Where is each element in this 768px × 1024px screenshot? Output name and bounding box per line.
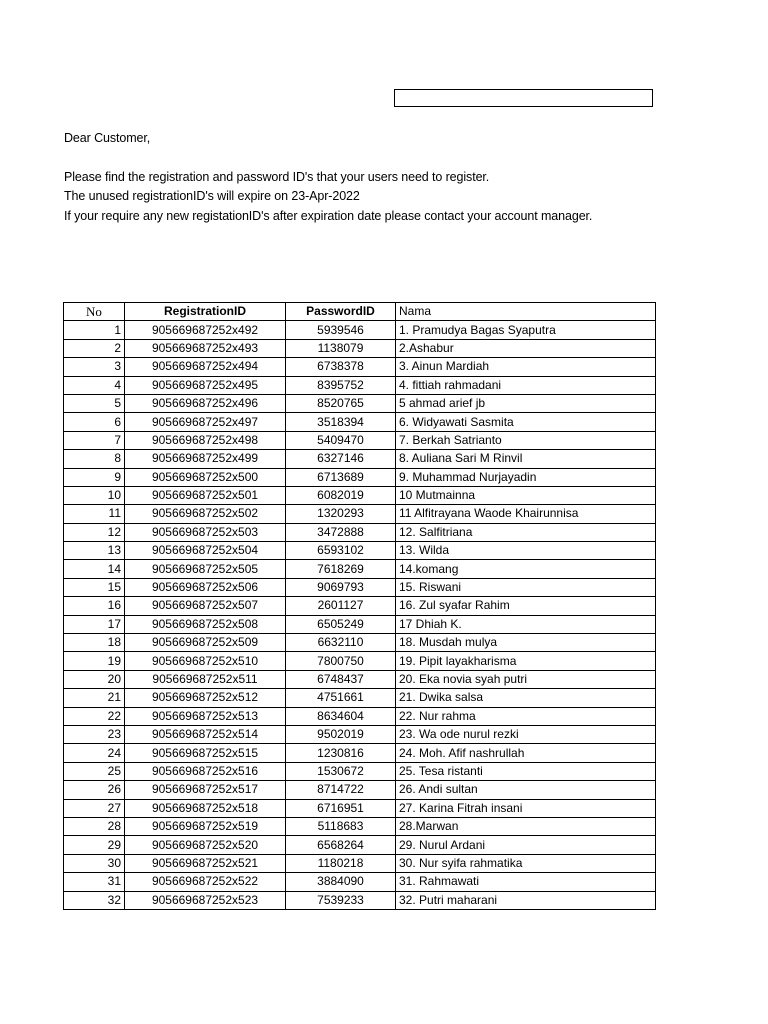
nama-cell: 17 Dhiah K. (396, 615, 656, 633)
nama-cell: 29. Nurul Ardani (396, 836, 656, 854)
nama-cell: 31. Rahmawati (396, 873, 656, 891)
row-number: 9 (64, 468, 125, 486)
registration-id-cell: 905669687252x522 (125, 873, 286, 891)
row-number: 4 (64, 376, 125, 394)
registration-id-cell: 905669687252x494 (125, 358, 286, 376)
nama-cell: 21. Dwika salsa (396, 689, 656, 707)
registration-id-cell: 905669687252x497 (125, 413, 286, 431)
registration-id-cell: 905669687252x517 (125, 781, 286, 799)
password-id-cell: 5939546 (286, 321, 396, 339)
password-id-cell: 1180218 (286, 854, 396, 872)
row-number: 30 (64, 854, 125, 872)
nama-cell: 12. Salfitriana (396, 523, 656, 541)
header-empty-cell (394, 89, 653, 107)
registration-id-cell: 905669687252x496 (125, 394, 286, 412)
table-row (64, 817, 656, 835)
nama-cell: 4. fittiah rahmadani (396, 376, 656, 394)
nama-cell: 10 Mutmainna (396, 486, 656, 504)
password-id-cell: 1138079 (286, 339, 396, 357)
password-id-cell: 9502019 (286, 725, 396, 743)
nama-cell: 26. Andi sultan (396, 781, 656, 799)
nama-cell: 23. Wa ode nurul rezki (396, 725, 656, 743)
password-id-cell: 9069793 (286, 578, 396, 596)
table-row (64, 321, 656, 339)
registration-id-cell: 905669687252x500 (125, 468, 286, 486)
nama-cell: 30. Nur syifa rahmatika (396, 854, 656, 872)
nama-cell: 2.Ashabur (396, 339, 656, 357)
nama-cell: 27. Karina Fitrah insani (396, 799, 656, 817)
password-id-cell: 3884090 (286, 873, 396, 891)
table-row (64, 707, 656, 725)
password-id-cell: 3472888 (286, 523, 396, 541)
row-number: 20 (64, 670, 125, 688)
table-header-row (64, 303, 656, 321)
registration-id-cell: 905669687252x515 (125, 744, 286, 762)
spacer (64, 149, 592, 168)
password-id-cell: 3518394 (286, 413, 396, 431)
table-row (64, 634, 656, 652)
header-nama: Nama (396, 303, 656, 321)
row-number: 22 (64, 707, 125, 725)
registration-id-cell: 905669687252x499 (125, 450, 286, 468)
row-number: 17 (64, 615, 125, 633)
registration-id-cell: 905669687252x493 (125, 339, 286, 357)
table-row (64, 854, 656, 872)
nama-cell: 6. Widyawati Sasmita (396, 413, 656, 431)
table-body (64, 321, 656, 910)
password-id-cell: 6505249 (286, 615, 396, 633)
table-row (64, 873, 656, 891)
registration-table (63, 302, 656, 910)
nama-cell: 3. Ainun Mardiah (396, 358, 656, 376)
password-id-cell: 8634604 (286, 707, 396, 725)
table-row (64, 560, 656, 578)
row-number: 14 (64, 560, 125, 578)
nama-cell: 15. Riswani (396, 578, 656, 596)
row-number: 5 (64, 394, 125, 412)
header-registration-id: RegistrationID (125, 303, 286, 321)
password-id-cell: 6713689 (286, 468, 396, 486)
nama-cell: 25. Tesa ristanti (396, 762, 656, 780)
table-row (64, 597, 656, 615)
password-id-cell: 5409470 (286, 431, 396, 449)
registration-id-cell: 905669687252x510 (125, 652, 286, 670)
password-id-cell: 4751661 (286, 689, 396, 707)
password-id-cell: 5118683 (286, 817, 396, 835)
nama-cell: 18. Musdah mulya (396, 634, 656, 652)
row-number: 27 (64, 799, 125, 817)
table-row (64, 358, 656, 376)
row-number: 21 (64, 689, 125, 707)
nama-cell: 11 Alfitrayana Waode Khairunnisa (396, 505, 656, 523)
letter-line-2: The unused registrationID's will expire on 23-Apr-2022 (64, 189, 360, 203)
nama-cell: 1. Pramudya Bagas Syaputra (396, 321, 656, 339)
nama-cell: 8. Auliana Sari M Rinvil (396, 450, 656, 468)
table-row (64, 578, 656, 596)
row-number: 23 (64, 725, 125, 743)
letter-line-3: If your require any new registationID's after expiration date please contact your account manager. (64, 208, 593, 223)
table-row (64, 542, 656, 560)
row-number: 15 (64, 578, 125, 596)
row-number: 24 (64, 744, 125, 762)
registration-id-cell: 905669687252x512 (125, 689, 286, 707)
row-number: 29 (64, 836, 125, 854)
row-number: 8 (64, 450, 125, 468)
registration-id-cell: 905669687252x523 (125, 891, 286, 909)
table-row (64, 523, 656, 541)
registration-id-cell: 905669687252x503 (125, 523, 286, 541)
row-number: 28 (64, 817, 125, 835)
nama-cell: 16. Zul syafar Rahim (396, 597, 656, 615)
registration-id-cell: 905669687252x505 (125, 560, 286, 578)
nama-cell: 13. Wilda (396, 542, 656, 560)
header-password-id: PasswordID (286, 303, 396, 321)
registration-id-cell: 905669687252x519 (125, 817, 286, 835)
password-id-cell: 6632110 (286, 634, 396, 652)
table-row (64, 836, 656, 854)
nama-cell: 28.Marwan (396, 817, 656, 835)
password-id-cell: 7800750 (286, 652, 396, 670)
nama-cell: 7. Berkah Satrianto (396, 431, 656, 449)
registration-id-cell: 905669687252x521 (125, 854, 286, 872)
password-id-cell: 6593102 (286, 542, 396, 560)
table-row (64, 689, 656, 707)
registration-id-cell: 905669687252x506 (125, 578, 286, 596)
password-id-cell: 8714722 (286, 781, 396, 799)
password-id-cell: 6327146 (286, 450, 396, 468)
registration-id-cell: 905669687252x495 (125, 376, 286, 394)
nama-cell: 9. Muhammad Nurjayadin (396, 468, 656, 486)
row-number: 11 (64, 505, 125, 523)
table-row (64, 376, 656, 394)
table-row (64, 505, 656, 523)
row-number: 19 (64, 652, 125, 670)
registration-id-cell: 905669687252x518 (125, 799, 286, 817)
row-number: 7 (64, 431, 125, 449)
row-number: 12 (64, 523, 125, 541)
registration-id-cell: 905669687252x501 (125, 486, 286, 504)
password-id-cell: 6748437 (286, 670, 396, 688)
password-id-cell: 6738378 (286, 358, 396, 376)
password-id-cell: 6716951 (286, 799, 396, 817)
registration-id-cell: 905669687252x520 (125, 836, 286, 854)
registration-id-cell: 905669687252x502 (125, 505, 286, 523)
registration-id-cell: 905669687252x514 (125, 725, 286, 743)
password-id-cell: 8520765 (286, 394, 396, 412)
nama-cell: 20. Eka novia syah putri (396, 670, 656, 688)
greeting: Dear Customer, (64, 131, 151, 145)
table-row (64, 744, 656, 762)
nama-cell: 24. Moh. Afif nashrullah (396, 744, 656, 762)
row-number: 6 (64, 413, 125, 431)
registration-id-cell: 905669687252x513 (125, 707, 286, 725)
nama-cell: 22. Nur rahma (396, 707, 656, 725)
table-row (64, 762, 656, 780)
row-number: 3 (64, 358, 125, 376)
password-id-cell: 8395752 (286, 376, 396, 394)
password-id-cell: 2601127 (286, 597, 396, 615)
registration-id-cell: 905669687252x504 (125, 542, 286, 560)
row-number: 25 (64, 762, 125, 780)
table-row (64, 468, 656, 486)
nama-cell: 14.komang (396, 560, 656, 578)
letter-body (64, 129, 592, 226)
row-number: 32 (64, 891, 125, 909)
password-id-cell: 1320293 (286, 505, 396, 523)
password-id-cell: 1230816 (286, 744, 396, 762)
letter-line-1: Please find the registration and password ID's that your users need to register. (64, 169, 490, 184)
table-row (64, 431, 656, 449)
nama-cell: 32. Putri maharani (396, 891, 656, 909)
password-id-cell: 6082019 (286, 486, 396, 504)
table-row (64, 339, 656, 357)
header-no: No (64, 303, 125, 321)
row-number: 16 (64, 597, 125, 615)
password-id-cell: 7539233 (286, 891, 396, 909)
table-row (64, 450, 656, 468)
nama-cell: 5 ahmad arief jb (396, 394, 656, 412)
password-id-cell: 7618269 (286, 560, 396, 578)
table-row (64, 652, 656, 670)
password-id-cell: 1530672 (286, 762, 396, 780)
registration-id-cell: 905669687252x509 (125, 634, 286, 652)
row-number: 1 (64, 321, 125, 339)
row-number: 2 (64, 339, 125, 357)
row-number: 31 (64, 873, 125, 891)
registration-id-cell: 905669687252x516 (125, 762, 286, 780)
row-number: 10 (64, 486, 125, 504)
row-number: 18 (64, 634, 125, 652)
table-row (64, 725, 656, 743)
registration-id-cell: 905669687252x507 (125, 597, 286, 615)
registration-id-cell: 905669687252x492 (125, 321, 286, 339)
table-row (64, 394, 656, 412)
table-row (64, 891, 656, 909)
nama-cell: 19. Pipit layakharisma (396, 652, 656, 670)
row-number: 26 (64, 781, 125, 799)
table-row (64, 615, 656, 633)
table-row (64, 670, 656, 688)
row-number: 13 (64, 542, 125, 560)
table-row (64, 413, 656, 431)
table-row (64, 799, 656, 817)
registration-id-cell: 905669687252x498 (125, 431, 286, 449)
table-row (64, 486, 656, 504)
password-id-cell: 6568264 (286, 836, 396, 854)
table-row (64, 781, 656, 799)
registration-id-cell: 905669687252x511 (125, 670, 286, 688)
registration-id-cell: 905669687252x508 (125, 615, 286, 633)
